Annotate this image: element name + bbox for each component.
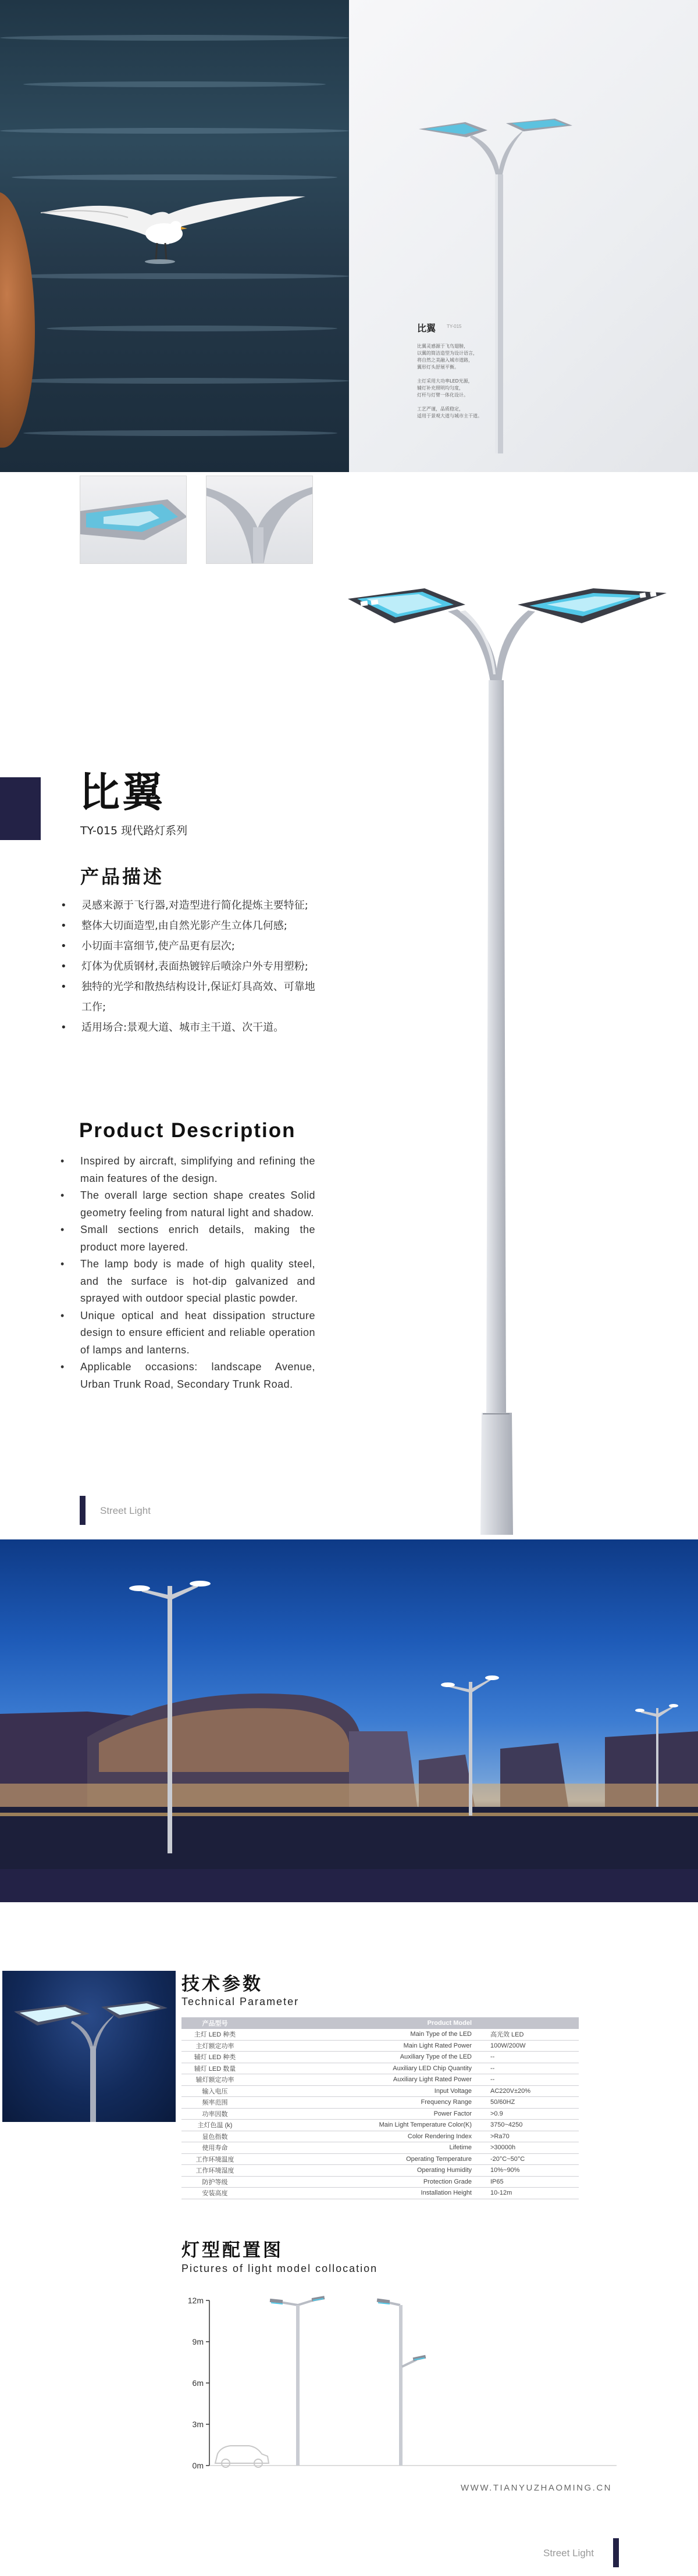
height-tick-label: 9m <box>192 2337 204 2346</box>
hero-text-line: 翼形灯头舒展平衡。 <box>417 365 459 370</box>
table-row <box>181 2097 579 2109</box>
table-cell: Auxiliary LED Chip Quantity <box>248 2063 475 2074</box>
table-header-cell: Product Model <box>248 2017 475 2029</box>
table-cell: 主灯 LED 种类 <box>181 2029 248 2041</box>
footer-accent-bar <box>80 1496 86 1525</box>
parameter-table <box>181 2017 579 2199</box>
hero-product-panel <box>349 0 698 472</box>
table-row <box>181 2085 579 2097</box>
table-cell: Auxiliary Type of the LED <box>248 2052 475 2063</box>
table-cell: 辅灯 LED 数量 <box>181 2063 248 2074</box>
table-row <box>181 2040 579 2052</box>
list-item: • 适用场合:景观大道、城市主干道、次干道。 <box>58 1017 320 1038</box>
section-heading-config-en: Pictures of light model collocation <box>181 2263 378 2274</box>
list-item: • 灵感来源于飞行器,对造型进行简化提炼主要特征; <box>58 895 320 916</box>
section-heading-cn: 产品描述 <box>80 866 165 888</box>
list-item: • 独特的光学和散热结构设计,保证灯具高效、可靠地工作; <box>58 977 320 1017</box>
table-cell: Protection Grade <box>248 2176 475 2188</box>
hero-text-line: 灯杆与灯臂一体化设计。 <box>417 392 468 398</box>
hero-model-label: TY-015 <box>447 324 462 329</box>
parameter-thumbnail <box>2 1971 176 2122</box>
car-scale-reference <box>215 2446 269 2467</box>
table-cell: 3750~4250 <box>475 2120 579 2131</box>
detail-thumbnail-joint <box>206 476 313 564</box>
table-cell: Power Factor <box>248 2108 475 2120</box>
table-cell: Main Type of the LED <box>248 2029 475 2041</box>
table-cell: Color Rendering Index <box>248 2131 475 2142</box>
light-configuration-diagram <box>174 2282 628 2479</box>
hero-text-line: 以翼的简洁造型为设计语言， <box>417 351 478 356</box>
table-cell: >0.9 <box>475 2108 579 2120</box>
table-row <box>181 2029 579 2041</box>
table-cell: Main Light Rated Power <box>248 2040 475 2052</box>
table-row <box>181 2176 579 2188</box>
list-item: • 小切面丰富细节,使产品更有层次; <box>58 936 320 956</box>
table-row <box>181 2063 579 2074</box>
list-item: • 整体大切面造型,由自然光影产生立体几何感; <box>58 916 320 936</box>
section-heading-params-cn: 技术参数 <box>181 1974 263 1995</box>
table-cell: >30000h <box>475 2142 579 2154</box>
list-item: • The overall large section shape creates Solid geometry feeling from natural light and shadow. <box>58 1187 315 1221</box>
list-item: • Small sections enrich details, making the product more layered. <box>58 1221 315 1256</box>
streetlight-main-auxiliary <box>377 2298 426 2466</box>
table-cell: IP65 <box>475 2176 579 2188</box>
table-cell: 高光效 LED <box>475 2029 579 2041</box>
table-cell: Input Voltage <box>248 2085 475 2097</box>
hero-seagull-photo <box>0 0 349 472</box>
table-cell: 主灯色温 (k) <box>181 2120 248 2131</box>
table-cell: 功率因数 <box>181 2108 248 2120</box>
table-cell: 频率范围 <box>181 2097 248 2109</box>
hero-text-line: 适用于景观大道与城市主干道。 <box>417 413 482 419</box>
section-heading-params-en: Technical Parameter <box>181 1996 300 2007</box>
table-row <box>181 2074 579 2086</box>
table-cell: 工作环境温度 <box>181 2153 248 2165</box>
hero-title: 比翼 <box>417 323 436 334</box>
table-cell: >Ra70 <box>475 2131 579 2142</box>
table-cell: Main Light Temperature Color(K) <box>248 2120 475 2131</box>
footer-label: Street Light <box>100 1505 151 1516</box>
table-row <box>181 2153 579 2165</box>
table-cell: 工作环境湿度 <box>181 2165 248 2177</box>
table-cell: Frequency Range <box>248 2097 475 2109</box>
list-item: • The lamp body is made of high quality steel, and the surface is hot-dip galvanized and sprayed with outdoor special plastic powder. <box>58 1256 315 1307</box>
title-accent-block <box>0 777 41 840</box>
description-list-cn <box>58 895 320 1038</box>
hero-text-line: 辅灯补充照明均匀度， <box>417 385 464 391</box>
list-item: • Unique optical and heat dissipation structure design to ensure efficient and reliable operation of lamps and lanterns. <box>58 1307 315 1359</box>
website-url: WWW.TIANYUZHAOMING.CN <box>461 2483 612 2493</box>
table-cell: 主灯额定功率 <box>181 2040 248 2052</box>
table-cell: Installation Height <box>248 2188 475 2199</box>
height-tick-label: 3m <box>192 2420 204 2429</box>
hero-text-line: 将自然之美融入城市道路， <box>417 358 473 363</box>
table-cell: 10-12m <box>475 2188 579 2199</box>
table-cell: AC220V±20% <box>475 2085 579 2097</box>
hero-streetlight <box>419 116 582 453</box>
height-tick-label: 6m <box>192 2378 204 2388</box>
table-row <box>181 2165 579 2177</box>
hero-text-line: 比翼灵感源于飞鸟翅膀， <box>417 344 468 349</box>
section-heading-config-cn: 灯型配置图 <box>181 2240 283 2261</box>
table-cell: 10%~90% <box>475 2165 579 2177</box>
photo-accent-band <box>0 1869 698 1902</box>
main-streetlight-illustration <box>343 581 686 1535</box>
seagull <box>41 192 308 282</box>
table-cell: Operating Humidity <box>248 2165 475 2177</box>
table-cell: -- <box>475 2063 579 2074</box>
table-cell: 50/60HZ <box>475 2097 579 2109</box>
table-cell: 安装高度 <box>181 2188 248 2199</box>
table-cell: 显色指数 <box>181 2131 248 2142</box>
table-header-row <box>181 2017 579 2029</box>
detail-thumbnail-lamp-head <box>80 476 187 564</box>
table-cell: 防护等级 <box>181 2176 248 2188</box>
table-row <box>181 2131 579 2142</box>
table-cell: Auxiliary Light Rated Power <box>248 2074 475 2086</box>
rock <box>0 192 35 448</box>
table-cell: 输入电压 <box>181 2085 248 2097</box>
table-row <box>181 2120 579 2131</box>
table-row <box>181 2108 579 2120</box>
table-cell: 辅灯 LED 种类 <box>181 2052 248 2063</box>
table-row <box>181 2188 579 2199</box>
streetlight-double-arm <box>270 2296 325 2466</box>
footer-label-bottom: Street Light <box>543 2548 594 2559</box>
table-cell: -20°C~50°C <box>475 2153 579 2165</box>
list-item: • 灯体为优质钢材,表面热镀锌后喷涂户外专用塑粉; <box>58 956 320 977</box>
table-row <box>181 2052 579 2063</box>
table-header-cell <box>475 2017 579 2029</box>
table-cell: 100W/200W <box>475 2040 579 2052</box>
height-tick-label: 0m <box>192 2461 204 2470</box>
night-scene-photo <box>0 1539 698 1902</box>
product-title: 比翼 <box>79 769 165 816</box>
table-cell: 辅灯额定功率 <box>181 2074 248 2086</box>
list-item: • Inspired by aircraft, simplifying and refining the main features of the design. <box>58 1153 315 1187</box>
height-tick-label: 12m <box>187 2296 204 2305</box>
table-cell: -- <box>475 2074 579 2086</box>
table-row <box>181 2142 579 2154</box>
list-item: • Applicable occasions: landscape Avenue, Urban Trunk Road, Secondary Trunk Road. <box>58 1359 315 1393</box>
table-header-cell: 产品型号 <box>181 2017 248 2029</box>
product-subtitle: TY-015 现代路灯系列 <box>80 824 188 837</box>
section-heading-en: Product Description <box>79 1119 296 1142</box>
table-cell: Operating Temperature <box>248 2153 475 2165</box>
table-cell: Lifetime <box>248 2142 475 2154</box>
hero-text-line: 工艺严谨，品质稳定， <box>417 406 464 412</box>
table-cell: 使用寿命 <box>181 2142 248 2154</box>
table-cell: -- <box>475 2052 579 2063</box>
footer-accent-bar-bottom <box>613 2538 619 2567</box>
hero-text-line: 主灯采用大功率LED光源， <box>417 378 473 384</box>
description-list-en <box>58 1153 315 1393</box>
